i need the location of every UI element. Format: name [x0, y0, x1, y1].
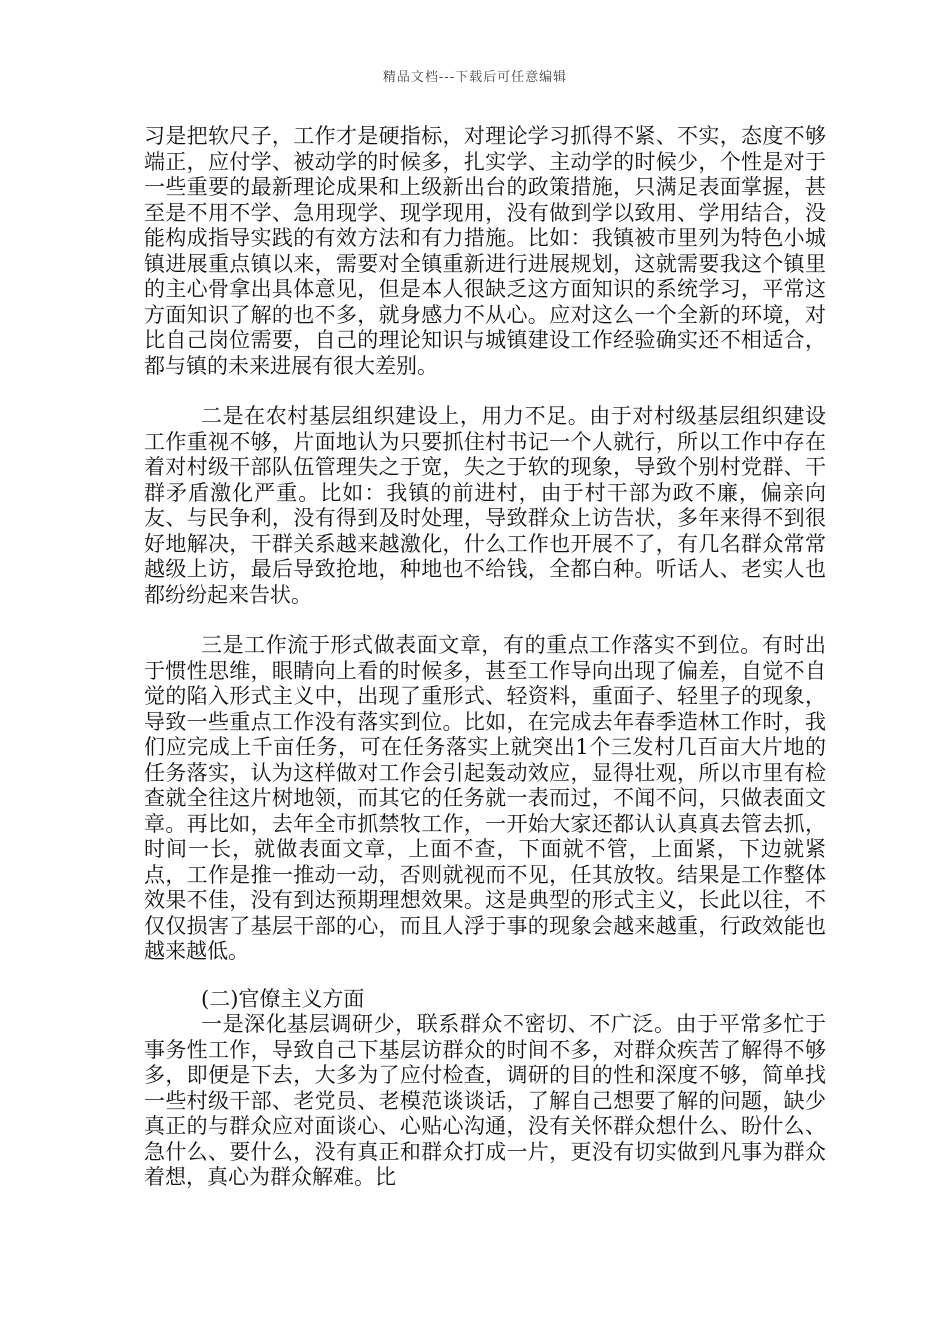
section-heading-bureaucratism: (二)官僚主义方面 — [201, 986, 365, 1011]
document-body — [144, 124, 826, 1191]
page-header: 精品文档---下载后可任意编辑 — [382, 70, 568, 85]
paragraph-study-attitude: 习是把软尺子，工作才是硬指标，对理论学习抓得不紧、不实，态度不够端正，应付学、被动学的时候多，扎实学、主动学的时候少，个性是对于一些重要的最新理论成果和上级新出台的政策措施，只满足表面掌握，甚至是不用不学、急用现学、现学现用，没有做到学以致用、学用结合，没能构成指导实践的有效方法和有力措施。比如：我镇被市里列为特色小城镇进展重点镇以来，需要对全镇重新进行进展规划，这就需要我这个镇里的主心骨拿出具体意见，但是本人很缺乏这方面知识的系统学习，平常这方面知识了解的也不多，就身感力不从心。应对这么一个全新的环境，对比自己岗位需要，自己的理论知识与城镇建设工作经验确实还不相适合，都与镇的未来进展有很大差别。 — [144, 124, 826, 378]
paragraph-grassroots-research: 一是深化基层调研少，联系群众不密切、不广泛。由于平常多忙于事务性工作，导致自己下基层访群众的时间不多，对群众疾苦了解得不够多，即便是下去，大多为了应付检查，调研的目的性和深度不够，简单找一些村级干部、老党员、老模范谈谈话，了解自己想要了解的问题，缺少真正的与群众应对面谈心、心贴心沟通，没有关怀群众想什么、盼什么、急什么、要什么，没有真正和群众打成一片，更没有切实做到凡事为群众着想，真心为群众解难。比 — [144, 1012, 826, 1189]
paragraph-grassroots-organization: 二是在农村基层组织建设上，用力不足。由于对村级基层组织建设工作重视不够，片面地认为只要抓住村书记一个人就行，所以工作中存在着对村级干部队伍管理失之于宽，失之于软的现象，导致个别村党群、干群矛盾激化严重。比如：我镇的前进村，由于村干部为政不廉，偏亲向友、与民争利，没有得到及时处理，导致群众上访告状，多年来得不到很好地解决，干群关系越来越激化，什么工作也开展不了，有几名群众常常越级上访，最后导致抢地，种地也不给钱，全都白种。听话人、老实人也都纷纷起来告状。 — [144, 404, 826, 607]
paragraph-formalism: 三是工作流于形式做表面文章，有的重点工作落实不到位。有时出于惯性思维，眼睛向上看的时候多，甚至工作导向出现了偏差，自觉不自觉的陷入形式主义中，出现了重形式、轻资料，重面子、轻里子的现象，导致一些重点工作没有落实到位。比如，在完成去年春季造林工作时，我们应完成上千亩任务，可在任务落实上就突出1个三发村几百亩大片地的任务落实，认为这样做对工作会引起轰动效应，显得壮观，所以市里有检查就全往这片树地领，而其它的任务就一表而过，不闻不问，只做表面文章。再比如，去年全市抓禁牧工作，一开始大家还都认认真真去管去抓，时间一长，就做表面文章，上面不查，下面就不管，上面紧，下边就紧点，工作是推一推动一动，否则就视而不见，任其放牧。结果是工作整体效果不佳，没有到达预期理想效果。这是典型的形式主义，长此以往，不仅仅损害了基层干部的心，而且人浮于事的现象会越来越重，行政效能也越来越低。 — [144, 633, 826, 963]
